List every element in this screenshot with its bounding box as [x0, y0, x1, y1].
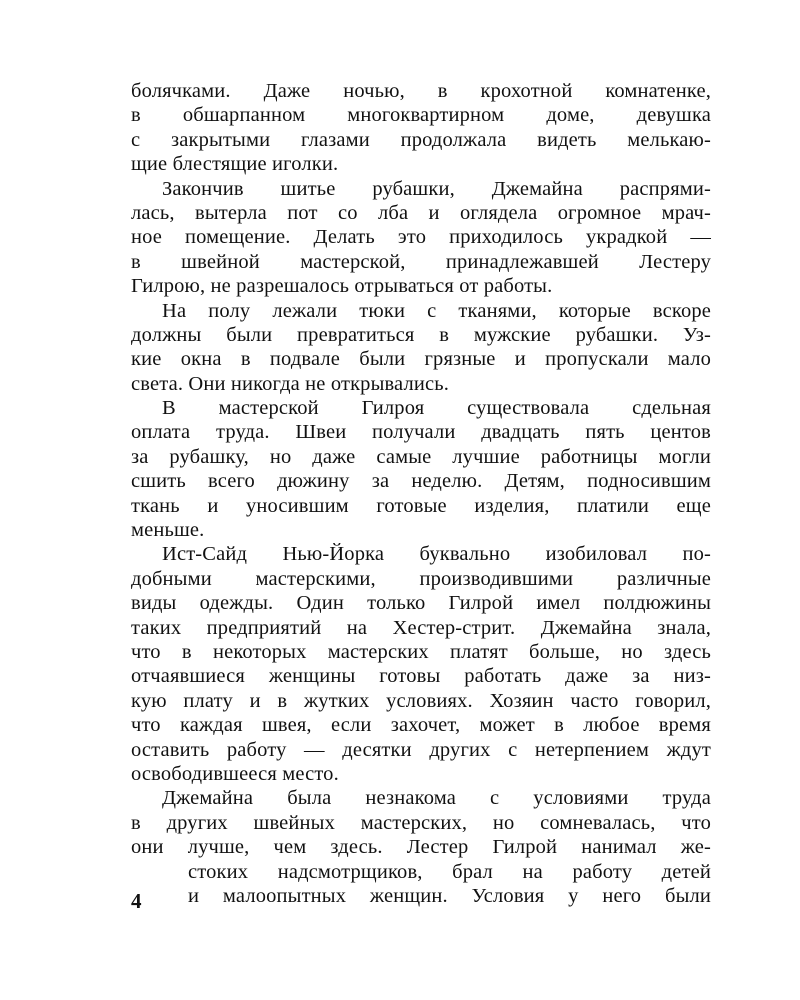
- text-line: кую плату и в жутких условиях. Хозяин часто говорил,: [131, 689, 711, 712]
- text-line: болячками. Даже ночью, в крохотной комнатенке,: [131, 80, 711, 102]
- text-line: лась, вытерла пот со лба и оглядела огромное мрач-: [131, 201, 711, 224]
- text-line: в обшарпанном многоквартирном доме, девушка: [131, 104, 711, 127]
- text-line: На полу лежали тюки с тканями, которые вскоре: [162, 299, 711, 322]
- text-line: В мастерской Гилроя существовала сдельная: [162, 397, 711, 420]
- text-line: что каждая швея, если захочет, может в любое время: [131, 714, 711, 737]
- text-line: и малоопытных женщин. Условия у него были: [188, 884, 711, 907]
- text-line: ное помещение. Делать это приходилось украдкой —: [131, 226, 711, 249]
- text-line: Закончив шитье рубашки, Джемайна распрями-: [162, 177, 711, 200]
- text-line: Ист-Сайд Нью-Йорка буквально изобиловал по-: [162, 543, 711, 566]
- text-line: ткань и уносившим готовые изделия, платили еще: [131, 494, 711, 517]
- text-line: оплата труда. Швеи получали двадцать пять центов: [131, 421, 711, 444]
- text-line: добными мастерскими, производившими различные: [131, 567, 711, 590]
- text-line: с закрытыми глазами продолжала видеть мелькаю-: [131, 128, 711, 151]
- text-line: что в некоторых мастерских платят больше, но здесь: [131, 640, 711, 663]
- text-line: Джемайна была незнакома с условиями труда: [162, 787, 711, 810]
- text-line: освободившееся место.: [131, 762, 339, 785]
- text-line: света. Они никогда не открывались.: [131, 372, 450, 395]
- text-line: сшить всего дюжину за неделю. Детям, подносившим: [131, 470, 711, 493]
- page-number: 4: [131, 889, 142, 913]
- text-line: в других швейных мастерских, но сомневалась, что: [131, 811, 711, 834]
- text-line: кие окна в подвале были грязные и пропускали мало: [131, 348, 711, 371]
- text-line: таких предприятий на Хестер-стрит. Джемайна знала,: [131, 616, 711, 639]
- text-line: оставить работу — десятки других с нетерпением ждут: [131, 738, 711, 761]
- text-line: Гилрою, не разрешалось отрываться от работы.: [131, 275, 553, 298]
- body-text: [131, 79, 711, 908]
- text-line: отчаявшиеся женщины готовы работать даже за низ-: [131, 665, 711, 688]
- text-line: должны были превратиться в мужские рубашки. Уз-: [131, 323, 711, 346]
- text-line: за рубашку, но даже самые лучшие работницы могли: [131, 445, 711, 468]
- text-line: меньше.: [131, 519, 205, 542]
- text-line: в швейной мастерской, принадлежавшей Лестеру: [131, 250, 711, 273]
- text-line: они лучше, чем здесь. Лестер Гилрой нанимал же-: [131, 836, 711, 859]
- text-line: виды одежды. Один только Гилрой имел полдюжины: [131, 592, 711, 615]
- text-line: стоких надсмотрщиков, брал на работу детей: [188, 860, 711, 883]
- text-line: щие блестящие иголки.: [131, 153, 339, 176]
